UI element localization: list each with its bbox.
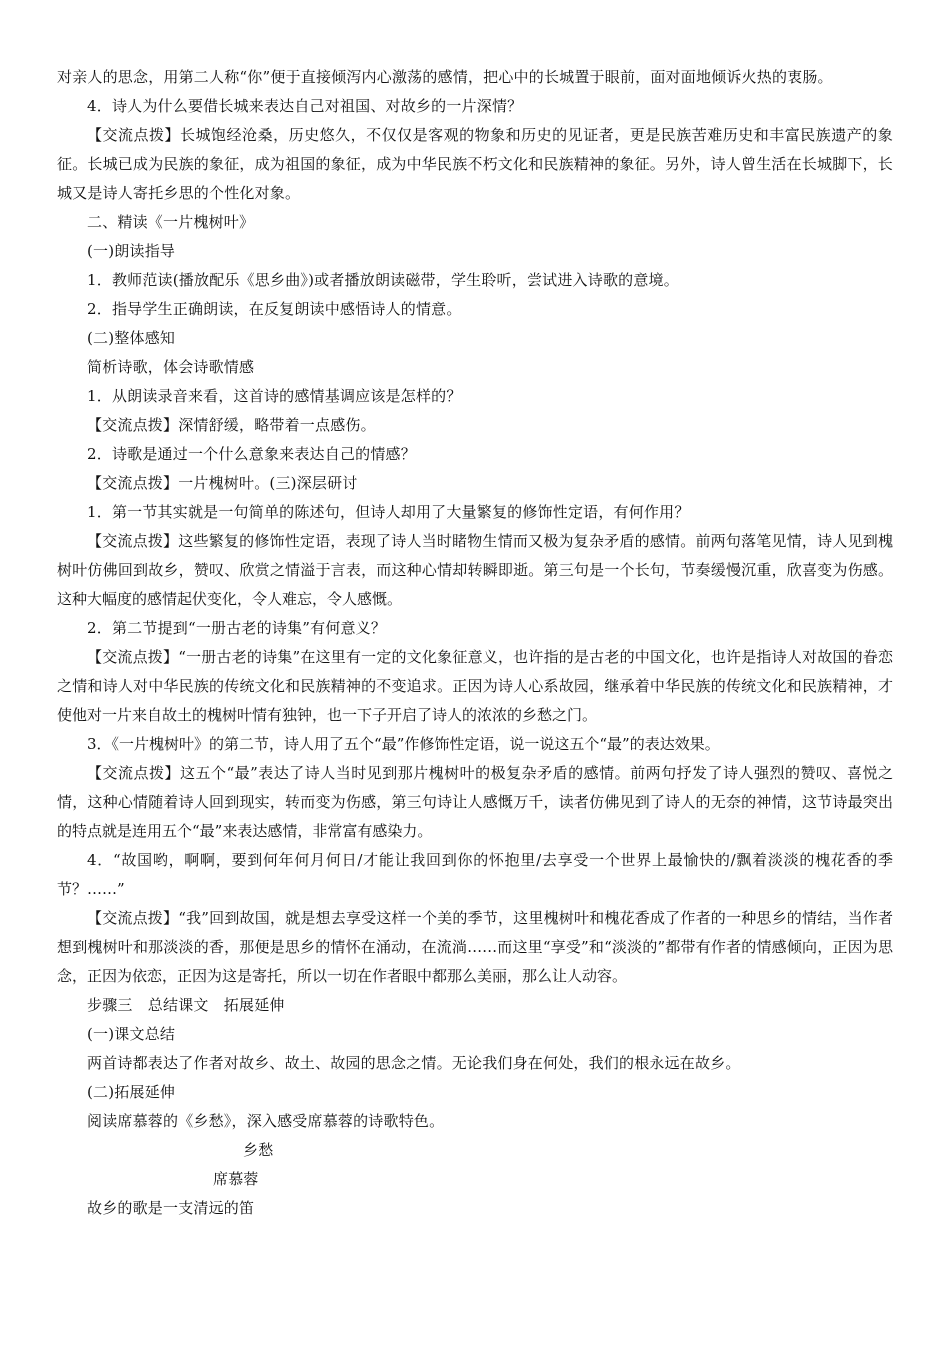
- question: 1．从朗读录音来看，这首诗的感情基调应该是怎样的？: [87, 387, 462, 405]
- answer-hint: 【交流点拨】一片槐树叶。(三)深层研讨: [87, 474, 358, 492]
- answer-hint: 【交流点拨】长城饱经沧桑，历史悠久，不仅仅是客观的物象和历史的见证者，更是民族苦难历史和丰富民族遗产的象征。长城已成为民族的象征，成为祖国的象征，成为中华民族不朽文化和民族精神的象征。另外，诗人曾生活在长城脚下，长城又是诗人寄托乡思的个性化对象。: [57, 126, 894, 202]
- poem-line: 故乡的歌是一支清远的笛: [87, 1199, 255, 1217]
- section-heading: 步骤三 总结课文 拓展延伸: [87, 996, 285, 1014]
- answer-hint: 【交流点拨】“我”回到故国，就是想去享受这样一个美的季节，这里槐树叶和槐花香成了作者的一种思乡的情结，当作者想到槐树叶和那淡淡的香，那便是思乡的情怀在涌动，在流淌……而这里“享受”和“淡淡的”都带有作者的情感倾向，正因为思念，正因为依恋，正因为这是寄托，所以一切在作者眼中都那么美丽，那么让人动容。: [57, 909, 893, 985]
- question: 3．《一片槐树叶》的第二节，诗人用了五个“最”作修饰性定语，说一说这五个“最”的表达效果。: [87, 735, 720, 753]
- question: 4．“故国哟，啊啊，要到何年何月何日/才能让我回到你的怀抱里/去享受一个世界上最愉快的/飘着淡淡的槐花香的季节？……”: [57, 851, 893, 898]
- subsection-heading: (一)朗读指导: [87, 242, 176, 260]
- section-heading: 二、精读《一片槐树叶》: [87, 213, 255, 231]
- answer-hint: 【交流点拨】这些繁复的修饰性定语，表现了诗人当时睹物生情而又极为复杂矛盾的感情。前两句落笔见情，诗人见到槐树叶仿佛回到故乡，赞叹、欣赏之情溢于言表，而这种心情却转瞬即逝。第三句是一个长句，节奏缓慢沉重，欣喜变为伤感。这种大幅度的感情起伏变化，令人难忘，令人感慨。: [57, 532, 893, 608]
- question: 2．诗歌是通过一个什么意象来表达自己的情感？: [87, 445, 416, 463]
- question: 4．诗人为什么要借长城来表达自己对祖国、对故乡的一片深情？: [87, 97, 523, 115]
- answer-hint: 【交流点拨】这五个“最”表达了诗人当时见到那片槐树叶的极复杂矛盾的感情。前两句抒发了诗人强烈的赞叹、喜悦之情，这种心情随着诗人回到现实，转而变为伤感，第三句诗让人感慨万千，读者仿佛见到了诗人的无奈的神情，这节诗最突出的特点就是连用五个“最”来表达感情，非常富有感染力。: [57, 764, 893, 840]
- paragraph: 简析诗歌，体会诗歌情感: [87, 358, 255, 376]
- paragraph: 阅读席慕蓉的《乡愁》，深入感受席慕蓉的诗歌特色。: [87, 1112, 445, 1130]
- question: 1．第一节其实就是一句简单的陈述句，但诗人却用了大量繁复的修饰性定语，有何作用？: [87, 503, 690, 521]
- poem-title: 乡愁: [243, 1141, 274, 1159]
- paragraph: 对亲人的思念，用第二人称“你”便于直接倾泻内心激荡的感情，把心中的长城置于眼前，面对面地倾诉火热的衷肠。: [57, 68, 833, 86]
- subsection-heading: (二)拓展延伸: [87, 1083, 176, 1101]
- paragraph: 两首诗都表达了作者对故乡、故土、故园的思念之情。无论我们身在何处，我们的根永远在故乡。: [87, 1054, 741, 1072]
- subsection-heading: (二)整体感知: [87, 329, 176, 347]
- question: 2．第二节提到“一册古老的诗集”有何意义？: [87, 619, 387, 637]
- answer-hint: 【交流点拨】“一册古老的诗集”在这里有一定的文化象征意义，也许指的是古老的中国文化，也许是指诗人对故国的眷恋之情和诗人对中华民族的传统文化和民族精神的不变追求。正因为诗人心系故园，继承着中华民族的传统文化和民族精神，才使他对一片来自故土的槐树叶情有独钟，也一下子开启了诗人的浓浓的乡愁之门。: [57, 648, 893, 724]
- poem-author: 席慕蓉: [213, 1170, 259, 1188]
- list-item: 2．指导学生正确朗读，在反复朗读中感悟诗人的情意。: [87, 300, 462, 318]
- list-item: 1．教师范读(播放配乐《思乡曲》)或者播放朗读磁带，学生聆听，尝试进入诗歌的意境。: [87, 271, 679, 289]
- subsection-heading: (一)课文总结: [87, 1025, 176, 1043]
- document-body: [57, 63, 893, 1223]
- answer-hint: 【交流点拨】深情舒缓，略带着一点感伤。: [87, 416, 376, 434]
